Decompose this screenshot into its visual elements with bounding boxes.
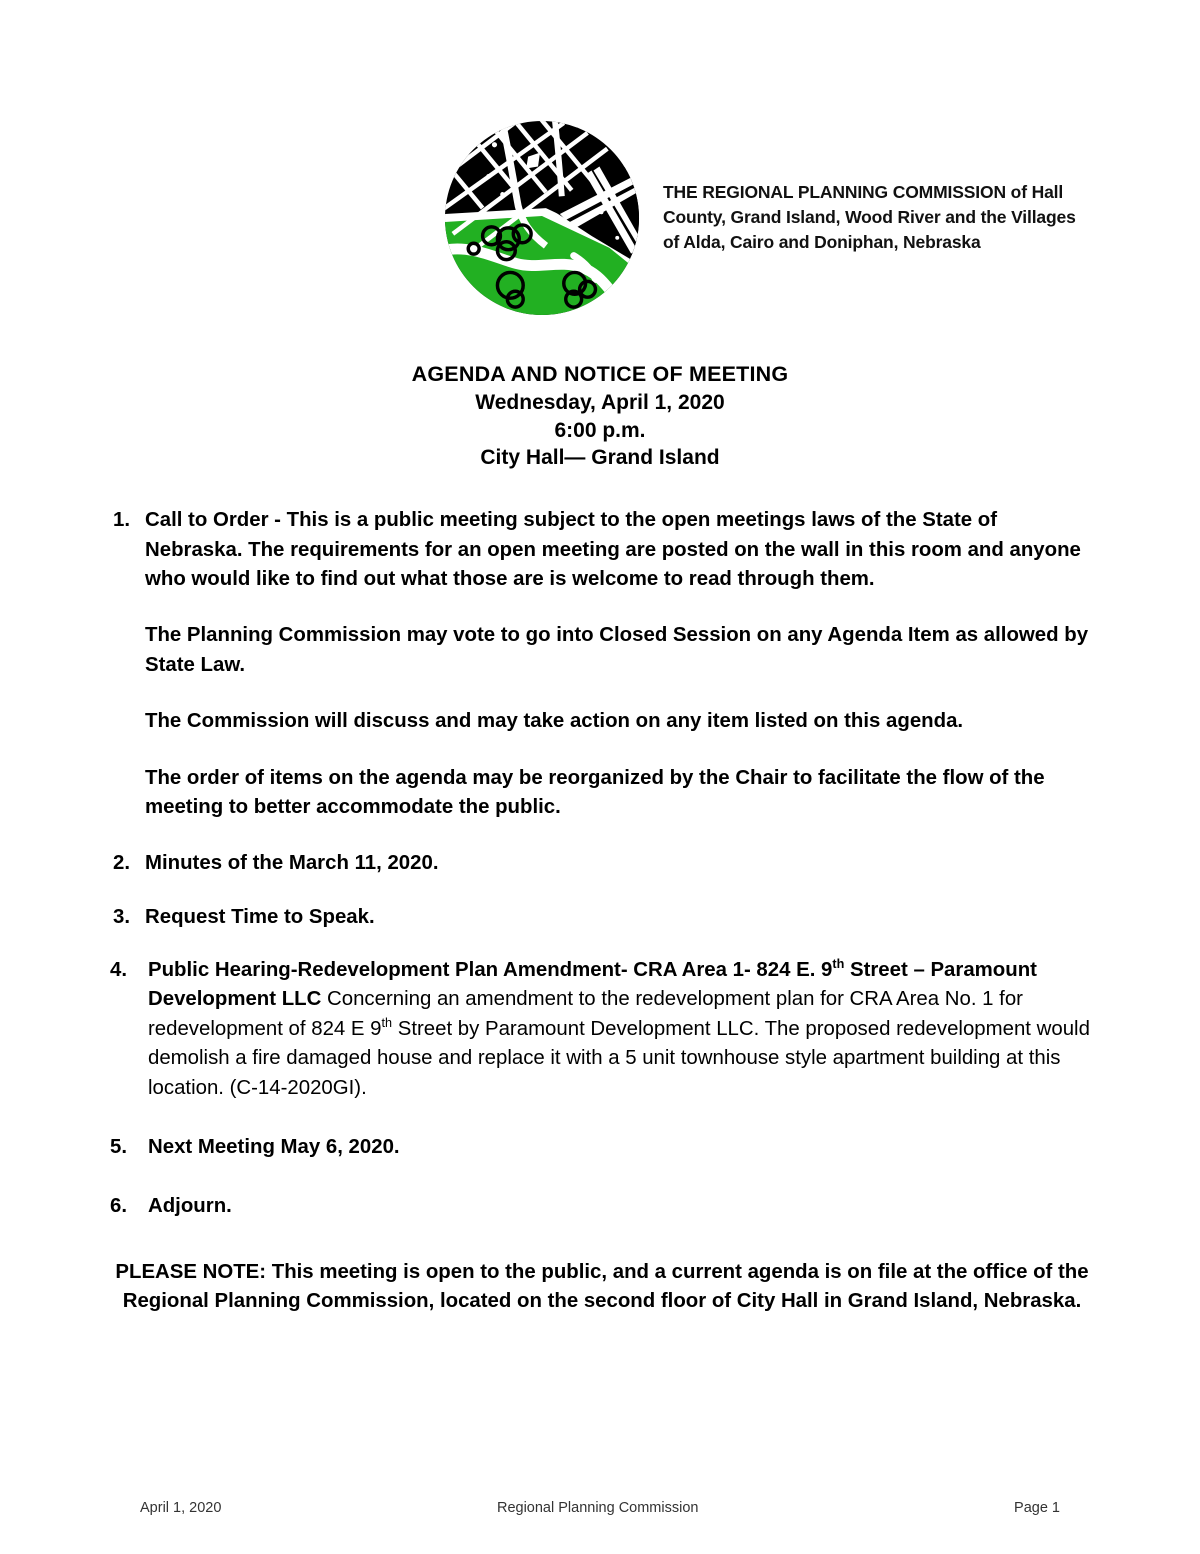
- agenda-item-5-number: 5.: [110, 1135, 128, 1158]
- agenda-item-4-text: [148, 956, 1093, 1103]
- spacer: [0, 932, 1200, 956]
- agenda-item-2-body: [145, 849, 1095, 878]
- agenda-item-5-text: Next Meeting May 6, 2020.: [148, 1135, 400, 1158]
- meeting-location: City Hall— Grand Island: [480, 446, 720, 470]
- ordinal-suffix-superscript: th: [832, 957, 845, 972]
- agenda-item-1-number: 1.: [113, 509, 131, 532]
- agenda-item-3-text: Request Time to Speak.: [145, 905, 375, 928]
- agenda-item-4-number: 4.: [110, 959, 128, 982]
- agenda-item-6-number: 6.: [110, 1195, 128, 1218]
- letterhead-text: [663, 118, 1076, 256]
- footer-page-number: Page 1: [1014, 1500, 1060, 1516]
- agenda-item-2-number: 2.: [113, 852, 131, 875]
- document-title-block: [0, 360, 1200, 472]
- letterhead-line-3: of Alda, Cairo and Doniphan, Nebraska: [663, 232, 981, 253]
- spacer: [0, 1162, 1200, 1192]
- letterhead-line-1: THE REGIONAL PLANNING COMMISSION of Hall: [663, 182, 1064, 202]
- agenda-item-4-title-part1: Public Hearing-Redevelopment Plan Amendment- CRA Area 1- 824 E. 9: [148, 959, 833, 982]
- agenda-item-1-body: [145, 506, 1095, 822]
- page-footer: [0, 1500, 1200, 1516]
- agenda-item-4-title-part2: Street – Paramount Development LLC: [148, 959, 1037, 1011]
- agenda-item-2: [0, 849, 1200, 878]
- agenda-item-1-paragraph-3: The Commission will discuss and may take action on any item listed on this agenda.: [145, 710, 964, 733]
- agenda-item-1-paragraph-2: The Planning Commission may vote to go into Closed Session on any Agenda Item as allowed by State Law.: [145, 624, 1089, 676]
- footer-date: April 1, 2020: [140, 1500, 222, 1516]
- agenda-item-1-paragraph-4: The order of items on the agenda may be reorganized by the Chair to facilitate the flow of the meeting to better accommodate the public.: [145, 766, 1045, 818]
- agenda-item-6: [0, 1192, 1200, 1221]
- meeting-date: Wednesday, April 1, 2020: [475, 390, 725, 414]
- letterhead: [0, 0, 1200, 318]
- agenda-item-4: [0, 956, 1200, 1103]
- public-notice-text: PLEASE NOTE: This meeting is open to the public, and a current agenda is on file at the office of the Regional Planning Commission, located on the second floor of City Hall in Grand Island, Nebraska.: [115, 1260, 1089, 1313]
- spacer: [0, 879, 1200, 903]
- agenda-item-4-body: [148, 956, 1093, 1103]
- agenda-item-3-number: 3.: [113, 905, 131, 928]
- footer-title: Regional Planning Commission: [496, 1500, 699, 1516]
- agenda-list: [0, 506, 1200, 1221]
- agenda-item-5: [0, 1133, 1200, 1162]
- agenda-item-4-description-part2: Street by Paramount Development LLC. The proposed redevelopment would demolish a fire damaged house and replace it with a 5 unit townhouse style apartment building at this location. (C-14-2020GI).: [148, 1017, 1090, 1099]
- spacer: [0, 1103, 1200, 1133]
- page-title: AGENDA AND NOTICE OF MEETING: [411, 362, 789, 386]
- agenda-item-1: [0, 506, 1200, 822]
- agenda-item-1-paragraph-1: Call to Order - This is a public meeting subject to the open meetings laws of the State of Nebraska. The requirements for an open meeting are posted on the wall in this room and anyone who would like to find out what those are is welcome to read through them.: [145, 509, 1081, 591]
- agenda-item-5-body: [148, 1133, 1093, 1162]
- commission-map-logo: [443, 118, 641, 318]
- agenda-item-4-description-part1: Concerning an amendment to the redevelopment plan for CRA Area No. 1 for redevelopment of 824 E 9: [148, 988, 1023, 1040]
- ordinal-suffix-superscript: th: [381, 1016, 393, 1031]
- spacer: [0, 822, 1200, 849]
- agenda-item-3-body: [145, 903, 1095, 932]
- agenda-item-2-text: Minutes of the March 11, 2020.: [145, 852, 439, 875]
- meeting-time: 6:00 p.m.: [554, 418, 646, 442]
- agenda-item-6-body: [148, 1192, 1093, 1221]
- agenda-item-3: [0, 903, 1200, 932]
- letterhead-line-2: County, Grand Island, Wood River and the Villages: [663, 207, 1076, 228]
- map-logo-graphic: [443, 118, 641, 318]
- agenda-item-6-text: Adjourn.: [148, 1195, 232, 1218]
